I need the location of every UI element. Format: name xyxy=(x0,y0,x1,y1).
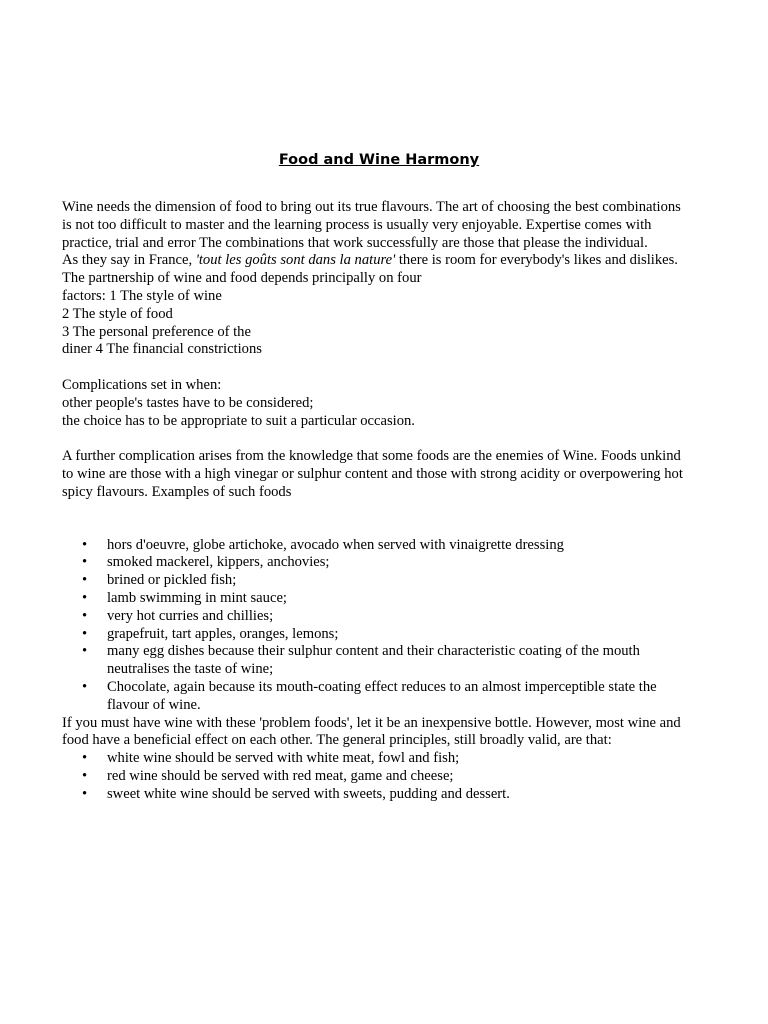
list-item xyxy=(62,590,682,608)
partnership-line: factors: 1 The style of wine xyxy=(62,287,222,304)
complications-line: other people's tastes have to be considered; xyxy=(62,394,314,411)
principles-list xyxy=(62,750,692,803)
list-item-text: very hot curries and chillies; xyxy=(107,607,274,624)
list-item-text: Chocolate, again because its mouth-coating effect reduces to an almost imperceptible state the flavour of wine. xyxy=(107,678,657,713)
bullet-icon: • xyxy=(82,643,88,660)
list-item xyxy=(62,608,682,626)
list-item-text: white wine should be served with white meat, fowl and fish; xyxy=(107,750,460,767)
france-text-before: As they say in France, xyxy=(62,252,196,269)
bullet-icon: • xyxy=(82,767,88,784)
list-item-text: hors d'oeuvre, globe artichoke, avocado when served with vinaigrette dressing xyxy=(107,536,564,553)
problem-foods-note: If you must have wine with these 'problem foods', let it be an inexpensive bottle. However, most wine and food have a beneficial effect on each other. The general principles, still broadly valid, are that: xyxy=(62,714,681,749)
list-item xyxy=(62,750,682,768)
complications-line: the choice has to be appropriate to suit a particular occasion. xyxy=(62,412,415,429)
list-item-text: many egg dishes because their sulphur content and their characteristic coating of the mouth neutralises the taste of wine; xyxy=(107,643,640,678)
france-quote: 'tout les goûts sont dans la nature' xyxy=(195,252,396,269)
list-item-text: sweet white wine should be served with sweets, pudding and dessert. xyxy=(107,785,510,802)
partnership-line: 2 The style of food xyxy=(62,305,173,322)
list-item xyxy=(62,768,682,786)
bullet-icon: • xyxy=(82,678,88,695)
list-item xyxy=(62,679,682,715)
list-item-text: red wine should be served with red meat, game and cheese; xyxy=(107,767,454,784)
document-body xyxy=(62,199,692,804)
france-text-after: there is room for everybody's likes and dislikes. xyxy=(395,252,678,269)
list-item xyxy=(62,554,682,572)
intro-paragraph: Wine needs the dimension of food to bring out its true flavours. The art of choosing the best combinations is not too difficult to master and the learning process is usually very enjoyable. Expertise comes with practice, trial and error The combinations that work successfully are those that please the individual. xyxy=(62,199,681,251)
bullet-icon: • xyxy=(82,589,88,606)
bullet-icon: • xyxy=(82,536,88,553)
bullet-icon: • xyxy=(82,607,88,624)
partnership-line: diner 4 The financial constrictions xyxy=(62,341,262,358)
list-item-text: brined or pickled fish; xyxy=(107,572,237,589)
partnership-line: The partnership of wine and food depends principally on four xyxy=(62,270,422,287)
bullet-icon: • xyxy=(82,750,88,767)
further-complication-paragraph: A further complication arises from the knowledge that some foods are the enemies of Wine. Foods unkind to wine are those with a high vinegar or sulphur content and those with strong acidity or overpowering hot spicy flavours. Examples of such foods xyxy=(62,448,683,500)
list-item-text: lamb swimming in mint sauce; xyxy=(107,589,287,606)
france-paragraph xyxy=(62,252,692,270)
bullet-icon: • xyxy=(82,625,88,642)
document-title: Food and Wine Harmony xyxy=(278,152,480,168)
blank-line xyxy=(62,359,692,377)
partnership-line: 3 The personal preference of the xyxy=(62,323,251,340)
blank-lines xyxy=(62,502,692,537)
complications-line: Complications set in when: xyxy=(62,376,222,393)
list-item xyxy=(62,626,682,644)
bullet-icon: • xyxy=(82,572,88,589)
list-item-text: smoked mackerel, kippers, anchovies; xyxy=(107,554,330,571)
blank-line xyxy=(62,430,692,448)
list-item xyxy=(62,643,682,679)
list-item xyxy=(62,537,682,555)
list-item-text: grapefruit, tart apples, oranges, lemons; xyxy=(107,625,339,642)
list-item xyxy=(62,786,682,804)
problem-foods-list xyxy=(62,537,692,715)
bullet-icon: • xyxy=(82,554,88,571)
list-item xyxy=(62,572,682,590)
bullet-icon: • xyxy=(82,785,88,802)
